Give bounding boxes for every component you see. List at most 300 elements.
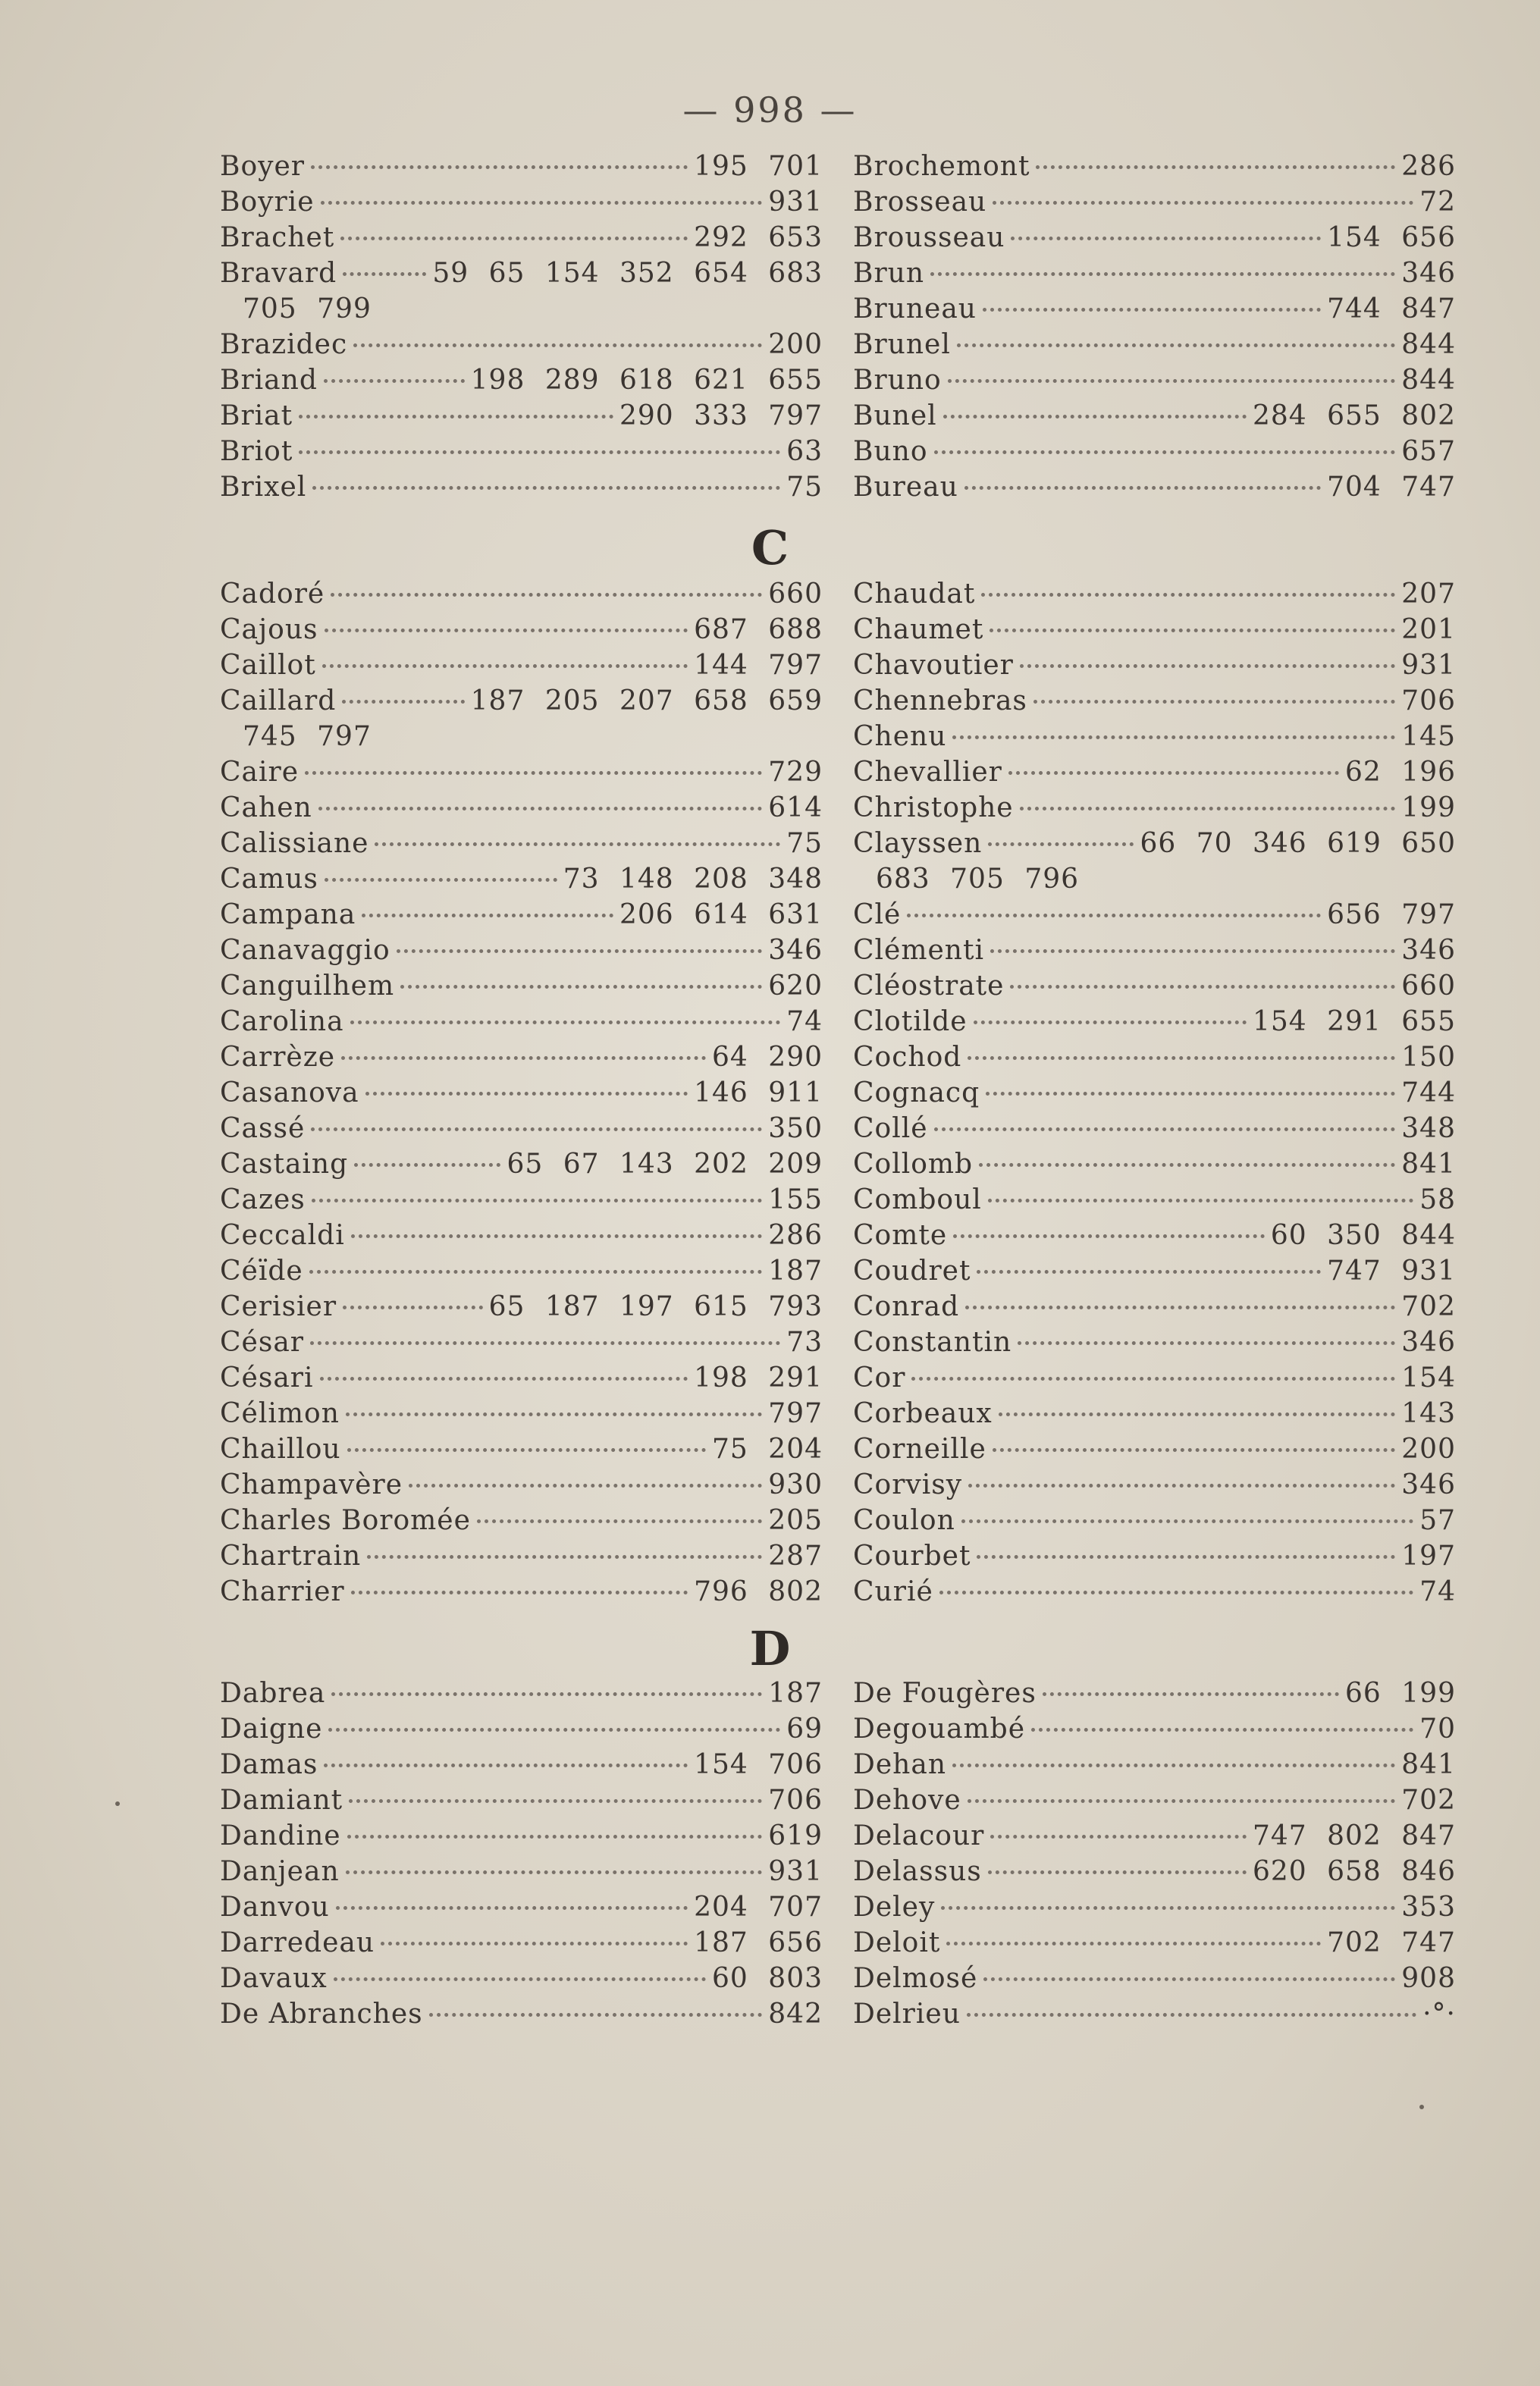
entry-pages: 66 70 346 619 650 (1140, 828, 1456, 859)
index-entry (853, 1925, 1456, 1961)
index-entry (853, 256, 1456, 291)
dot-leader (325, 878, 557, 882)
dot-leader (961, 1519, 1413, 1523)
index-entry (220, 683, 823, 719)
entry-name: Delacour (853, 1820, 985, 1851)
entry-name: Cahen (220, 792, 312, 823)
entry-pages: 346 (1401, 1469, 1456, 1500)
dot-leader (305, 771, 762, 775)
index-entry (220, 220, 823, 256)
entry-pages: 620 (768, 970, 823, 1002)
index-entry (220, 1111, 823, 1146)
entry-name: Coudret (853, 1256, 971, 1287)
entry-name: Cerisier (220, 1291, 337, 1322)
dot-leader (311, 1127, 762, 1131)
index-entry (220, 1854, 823, 1889)
entry-pages: 744 847 (1327, 293, 1456, 325)
index-entry (220, 933, 823, 968)
entry-pages: 702 747 (1327, 1927, 1456, 1958)
dot-leader (336, 1906, 688, 1910)
entry-pages: 195 701 (694, 151, 823, 182)
entry-name: Delassus (853, 1856, 982, 1887)
index-entry (220, 790, 823, 826)
index-entry (220, 1818, 823, 1854)
dot-leader (907, 914, 1321, 917)
dot-leader (381, 1942, 688, 1945)
entry-pages: 287 (768, 1541, 823, 1572)
index-entry (220, 1925, 823, 1961)
entry-name: Corbeaux (853, 1398, 993, 1429)
entry-pages: 931 (1401, 650, 1456, 681)
index-entry (853, 362, 1456, 398)
entry-name: Charrier (220, 1576, 345, 1607)
index-entry (220, 647, 823, 683)
index-entry (220, 1503, 823, 1538)
entry-pages: 69 (786, 1713, 823, 1745)
entry-name: Chennebras (853, 685, 1027, 716)
dot-leader (957, 343, 1395, 347)
entry-pages: 706 (1401, 685, 1456, 716)
entry-pages: 154 (1401, 1362, 1456, 1394)
index-entry (853, 897, 1456, 933)
index-entry (220, 1467, 823, 1503)
entry-name: Caillot (220, 650, 316, 681)
index-entry (220, 826, 823, 861)
entry-pages: 844 (1401, 365, 1456, 396)
index-entry (853, 1503, 1456, 1538)
index-entry (853, 826, 1456, 861)
entry-pages: 198 289 618 621 655 (470, 365, 823, 396)
entry-name: Caire (220, 757, 300, 788)
entry-pages: 290 333 797 (619, 400, 823, 431)
dot-leader (946, 1942, 1321, 1945)
index-entry (853, 1574, 1456, 1610)
entry-page-continuation: 705 799 (243, 293, 372, 325)
dot-leader (347, 1448, 706, 1452)
index-entry (853, 469, 1456, 505)
dot-leader (953, 1234, 1265, 1238)
entry-name: Daigne (220, 1713, 323, 1745)
dot-leader (312, 1199, 763, 1202)
entry-name: Darredeau (220, 1927, 375, 1958)
dot-leader (1043, 1692, 1339, 1696)
index-entry (853, 1538, 1456, 1574)
entry-pages: 747 931 (1327, 1256, 1456, 1287)
entry-pages: 348 (1401, 1113, 1456, 1144)
dot-leader (968, 1799, 1396, 1803)
entry-name: Briand (220, 365, 318, 396)
dot-leader (312, 486, 780, 490)
entry-name: Casanova (220, 1077, 359, 1108)
index-entry (220, 1004, 823, 1039)
entry-pages: 346 (768, 935, 823, 966)
entry-pages: 60 803 (712, 1963, 823, 1994)
entry-name: Bruneau (853, 293, 977, 325)
entry-name: Boyer (220, 151, 305, 182)
entry-name: Buno (853, 436, 928, 467)
index-entry (853, 1676, 1456, 1711)
entry-pages: 620 658 846 (1252, 1856, 1456, 1887)
entry-name: Dandine (220, 1820, 341, 1851)
entry-name: Cognacq (853, 1077, 980, 1108)
entry-name: Chavoutier (853, 650, 1014, 681)
entry-name: Céïde (220, 1256, 303, 1287)
entry-name: Brousseau (853, 222, 1005, 253)
entry-pages: 744 (1401, 1077, 1456, 1108)
dot-leader (340, 237, 688, 240)
entry-pages: 65 67 143 202 209 (507, 1149, 823, 1180)
index-entry (853, 1711, 1456, 1747)
entry-pages: 687 688 (694, 614, 823, 645)
index-entry (220, 1289, 823, 1325)
entry-name: De Abranches (220, 1999, 423, 2030)
dot-leader (967, 2013, 1416, 2017)
entry-pages: 75 204 (712, 1434, 823, 1465)
index-entry (853, 1289, 1456, 1325)
index-entry (853, 1182, 1456, 1218)
entry-name: Cazes (220, 1184, 306, 1215)
dot-leader (1020, 664, 1395, 668)
entry-pages: 350 (768, 1113, 823, 1144)
dot-leader (349, 1799, 762, 1803)
entry-name: Chaumet (853, 614, 984, 645)
entry-name: Chaillou (220, 1434, 341, 1465)
dot-leader (911, 1377, 1395, 1381)
index-entry (220, 897, 823, 933)
entry-pages: 143 (1401, 1398, 1456, 1429)
entry-name: Brachet (220, 222, 335, 253)
dot-leader (965, 1306, 1395, 1309)
dot-leader (311, 165, 688, 169)
dot-leader (429, 2013, 763, 2017)
entry-pages: 198 291 (694, 1362, 823, 1394)
index-entry (853, 1782, 1456, 1818)
entry-pages: 797 (768, 1398, 823, 1429)
dot-leader (354, 1163, 500, 1167)
entry-name: Deloit (853, 1927, 941, 1958)
index-entry (220, 1538, 823, 1574)
entry-name: Chaudat (853, 578, 976, 610)
entry-pages: 75 (786, 828, 823, 859)
entry-name: Comte (853, 1220, 948, 1251)
section-letter-c: C (751, 520, 789, 575)
entry-pages: 702 (1401, 1785, 1456, 1816)
dot-leader (477, 1519, 762, 1523)
dot-leader (986, 1092, 1395, 1096)
index-entry (853, 398, 1456, 434)
left-column (220, 149, 823, 505)
entry-pages: 656 797 (1327, 899, 1456, 930)
index-entry (853, 1360, 1456, 1396)
entry-name: Canguilhem (220, 970, 395, 1002)
entry-pages: 292 653 (694, 222, 823, 253)
entry-pages: 205 (768, 1505, 823, 1536)
entry-pages: 70 (1419, 1713, 1456, 1745)
dot-leader (990, 1835, 1247, 1839)
section-letter-d: D (749, 1621, 791, 1676)
entry-name: Champavère (220, 1469, 403, 1500)
ink-speck (1419, 2105, 1424, 2109)
index-entry (220, 576, 823, 612)
entry-name: Collomb (853, 1149, 974, 1180)
entry-pages: 74 (1419, 1576, 1456, 1607)
entry-pages: 187 (768, 1678, 823, 1709)
entry-name: Damas (220, 1749, 318, 1780)
index-entry (220, 1396, 823, 1431)
page-number: — 998 — (682, 89, 858, 130)
dot-leader (299, 450, 780, 454)
entry-pages: 155 (768, 1184, 823, 1215)
dot-leader (1010, 985, 1395, 989)
entry-pages: 931 (768, 1856, 823, 1887)
entry-pages: 346 (1401, 935, 1456, 966)
index-entry (853, 434, 1456, 469)
dot-leader (400, 985, 762, 989)
index-entry (220, 1075, 823, 1111)
entry-pages: 73 148 208 348 (563, 864, 823, 895)
dot-leader (952, 1764, 1395, 1767)
entry-name: Césari (220, 1362, 314, 1394)
dot-leader (341, 1056, 706, 1060)
dot-leader (983, 1977, 1395, 1981)
entry-name: Brosseau (853, 187, 987, 218)
index-entry (220, 1889, 823, 1925)
entry-name: Cajous (220, 614, 318, 645)
entry-name: Conrad (853, 1291, 960, 1322)
index-entry (853, 220, 1456, 256)
entry-name: Brazidec (220, 329, 348, 360)
dot-leader (365, 1092, 688, 1096)
index-entry (220, 1253, 823, 1289)
entry-pages: 207 (1401, 578, 1456, 610)
entry-pages: 200 (1401, 1434, 1456, 1465)
dot-leader (988, 1199, 1413, 1202)
index-entry (853, 1818, 1456, 1854)
dot-leader (320, 1377, 688, 1381)
index-entry (220, 968, 823, 1004)
index-entry (853, 933, 1456, 968)
dot-leader (347, 1835, 763, 1839)
index-section-d (220, 1676, 1456, 2032)
entry-name: Carolina (220, 1006, 344, 1037)
entry-name: Cassé (220, 1113, 306, 1144)
entry-name: Clayssen (853, 828, 983, 859)
entry-name: Cor (853, 1362, 906, 1394)
entry-name: César (220, 1327, 304, 1358)
dot-leader (353, 343, 762, 347)
dot-leader (943, 415, 1247, 419)
entry-pages: 146 911 (694, 1077, 823, 1108)
index-entry (220, 1182, 823, 1218)
index-entry (853, 1961, 1456, 1996)
entry-name: Comboul (853, 1184, 982, 1215)
dot-leader (299, 415, 613, 419)
dot-leader (1031, 1728, 1413, 1732)
index-entry (220, 1961, 823, 1996)
dot-leader (346, 1412, 762, 1416)
entry-pages: 197 (1401, 1541, 1456, 1572)
index-entry (853, 1039, 1456, 1075)
dot-leader (346, 1870, 763, 1874)
entry-name: Collé (853, 1113, 928, 1144)
entry-pages: 660 (768, 578, 823, 610)
entry-pages: 72 (1419, 187, 1456, 218)
entry-pages: 844 (1401, 329, 1456, 360)
entry-name: Danjean (220, 1856, 340, 1887)
entry-name: Bravard (220, 258, 337, 289)
entry-name: Calissiane (220, 828, 369, 859)
entry-pages: 145 (1401, 721, 1456, 752)
entry-pages: 187 205 207 658 659 (470, 685, 823, 716)
index-entry (220, 754, 823, 790)
entry-name: Briot (220, 436, 293, 467)
entry-name: Brun (853, 258, 925, 289)
dot-leader (1020, 807, 1396, 810)
entry-name: Chenu (853, 721, 947, 752)
entry-pages: 346 (1401, 1327, 1456, 1358)
dot-leader (934, 450, 1396, 454)
right-column (853, 576, 1456, 1610)
dot-leader (990, 629, 1395, 632)
entry-pages: 346 (1401, 258, 1456, 289)
entry-pages: 75 (786, 472, 823, 503)
entry-name: Brunel (853, 329, 951, 360)
index-entry (220, 1218, 823, 1253)
index-entry (220, 1431, 823, 1467)
entry-name: Dabrea (220, 1678, 326, 1709)
dot-leader (318, 807, 763, 810)
entry-pages: 200 (768, 329, 823, 360)
entry-name: Coulon (853, 1505, 955, 1536)
entry-name: Dehan (853, 1749, 947, 1780)
index-entry (853, 1004, 1456, 1039)
entry-name: Briat (220, 400, 293, 431)
entry-name: Cochod (853, 1042, 962, 1073)
dot-leader (993, 1448, 1396, 1452)
entry-name: Ceccaldi (220, 1220, 345, 1251)
dot-leader (351, 1591, 688, 1594)
entry-pages: 702 (1401, 1291, 1456, 1322)
dot-leader (988, 1870, 1247, 1874)
entry-pages: 660 (1401, 970, 1456, 1002)
dot-leader (325, 629, 688, 632)
dot-leader (1011, 237, 1321, 240)
index-entry (853, 149, 1456, 184)
dot-leader (309, 1270, 763, 1274)
entry-pages: 64 290 (712, 1042, 823, 1073)
entry-pages: 286 (1401, 151, 1456, 182)
entry-pages: ·°· (1422, 1999, 1456, 2030)
entry-pages: 930 (768, 1469, 823, 1500)
index-entry (220, 256, 823, 291)
entry-name: Delrieu (853, 1999, 961, 2030)
dot-leader (983, 308, 1321, 312)
dot-leader (350, 1021, 781, 1024)
dot-leader (324, 379, 465, 383)
entry-name: Cadoré (220, 578, 325, 610)
entry-pages: 286 (768, 1220, 823, 1251)
entry-name: Clé (853, 899, 902, 930)
entry-name: Corneille (853, 1434, 986, 1465)
index-entry (220, 327, 823, 362)
dot-leader (343, 1306, 482, 1309)
entry-name: Célimon (220, 1398, 340, 1429)
entry-pages: 201 (1401, 614, 1456, 645)
dot-leader (939, 1591, 1413, 1594)
index-entry (853, 1111, 1456, 1146)
entry-name: Canavaggio (220, 935, 390, 966)
entry-name: Carrèze (220, 1042, 336, 1073)
index-entry (853, 1431, 1456, 1467)
index-entry (853, 1854, 1456, 1889)
entry-name: Campana (220, 899, 356, 930)
entry-name: Chevallier (853, 757, 1002, 788)
entry-pages: 908 (1401, 1963, 1456, 1994)
entry-pages: 62 196 (1345, 757, 1456, 788)
entry-pages: 206 614 631 (619, 899, 823, 930)
entry-name: Curié (853, 1576, 933, 1607)
index-entry (220, 469, 823, 505)
dot-leader (343, 272, 426, 276)
index-entry (853, 1396, 1456, 1431)
index-entry (220, 184, 823, 220)
index-entry (220, 362, 823, 398)
index-entry (220, 1574, 823, 1610)
dot-leader (1033, 700, 1395, 704)
index-entry (853, 1747, 1456, 1782)
entry-name: Courbet (853, 1541, 971, 1572)
entry-name: Delmosé (853, 1963, 978, 1994)
entry-pages: 57 (1419, 1505, 1456, 1536)
entry-name: Brixel (220, 472, 307, 503)
index-entry (853, 683, 1456, 719)
dot-leader (977, 1555, 1395, 1559)
dot-leader (1036, 165, 1395, 169)
entry-pages: 706 (768, 1785, 823, 1816)
index-entry (220, 861, 823, 897)
dot-leader (977, 1270, 1321, 1274)
entry-pages: 704 747 (1327, 472, 1456, 503)
index-entry (853, 576, 1456, 612)
dot-leader (321, 201, 763, 205)
right-column (853, 149, 1456, 505)
entry-name: Deley (853, 1892, 936, 1923)
dot-leader (331, 1692, 762, 1696)
entry-pages: 353 (1401, 1892, 1456, 1923)
index-entry (220, 1782, 823, 1818)
index-entry (220, 1325, 823, 1360)
index-entry (853, 1889, 1456, 1925)
dot-leader (351, 1234, 763, 1238)
dot-leader (948, 379, 1396, 383)
dot-leader (941, 1906, 1395, 1910)
index-entry (853, 790, 1456, 826)
entry-page-continuation: 683 705 796 (876, 864, 1080, 895)
index-entry (853, 327, 1456, 362)
dot-leader (324, 1764, 688, 1767)
index-entry (853, 647, 1456, 683)
entry-name: Damiant (220, 1785, 343, 1816)
dot-leader (930, 272, 1395, 276)
dot-leader (1008, 771, 1339, 775)
entry-pages: 144 797 (694, 650, 823, 681)
entry-pages: 63 (786, 436, 823, 467)
dot-leader (988, 842, 1134, 846)
index-entry (220, 1747, 823, 1782)
entry-pages: 747 802 847 (1252, 1820, 1456, 1851)
dot-leader (968, 1056, 1395, 1060)
dot-leader (1018, 1341, 1395, 1345)
